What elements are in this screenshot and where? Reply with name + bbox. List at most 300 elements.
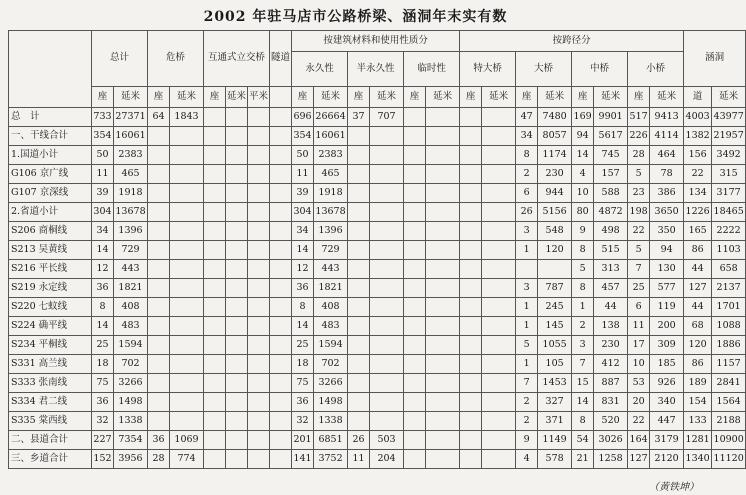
table-cell: 926 xyxy=(650,374,684,393)
table-cell xyxy=(170,412,204,431)
table-cell xyxy=(148,317,170,336)
table-cell: 2383 xyxy=(114,146,148,165)
table-cell: 1157 xyxy=(712,355,746,374)
table-cell: 16061 xyxy=(314,127,348,146)
table-cell: 8 xyxy=(92,298,114,317)
table-cell: 50 xyxy=(292,146,314,165)
table-cell: 141 xyxy=(292,450,314,469)
table-cell xyxy=(482,450,516,469)
table-cell: 44 xyxy=(684,260,712,279)
table-cell xyxy=(226,203,248,222)
table-cell xyxy=(204,355,226,374)
table-cell xyxy=(226,127,248,146)
table-cell xyxy=(426,412,460,431)
table-cell: 787 xyxy=(538,279,572,298)
table-cell: 696 xyxy=(292,108,314,127)
table-body xyxy=(9,108,746,469)
table-cell: 371 xyxy=(538,412,572,431)
row-label: G107 京深线 xyxy=(9,184,92,203)
table-cell: 39 xyxy=(292,184,314,203)
header-interchange: 互通式立交桥 xyxy=(204,31,270,87)
table-cell: 75 xyxy=(92,374,114,393)
table-cell: 327 xyxy=(538,393,572,412)
table-cell: 133 xyxy=(684,412,712,431)
table-cell: 350 xyxy=(650,222,684,241)
table-cell xyxy=(482,108,516,127)
table-cell xyxy=(248,241,270,260)
table-cell: 36 xyxy=(292,279,314,298)
table-cell xyxy=(170,374,204,393)
table-cell: 6 xyxy=(516,184,538,203)
table-row xyxy=(9,222,746,241)
table-cell xyxy=(370,146,404,165)
table-row xyxy=(9,355,746,374)
table-cell xyxy=(170,203,204,222)
table-cell xyxy=(460,203,482,222)
table-cell: 7 xyxy=(572,355,594,374)
table-row xyxy=(9,241,746,260)
table-cell: 94 xyxy=(572,127,594,146)
table-cell xyxy=(170,336,204,355)
table-cell xyxy=(426,203,460,222)
table-cell: 36 xyxy=(292,393,314,412)
table-cell xyxy=(482,146,516,165)
table-cell xyxy=(270,203,292,222)
table-cell: 7 xyxy=(516,374,538,393)
table-cell xyxy=(348,203,370,222)
header-medium: 中桥 xyxy=(572,52,628,87)
unit-length: 延米 xyxy=(650,87,684,108)
table-cell: 21 xyxy=(572,450,594,469)
table-cell xyxy=(270,165,292,184)
table-cell: 130 xyxy=(650,260,684,279)
table-cell xyxy=(460,317,482,336)
table-cell: 10900 xyxy=(712,431,746,450)
table-cell xyxy=(226,165,248,184)
table-cell: 86 xyxy=(684,355,712,374)
table-cell: 36 xyxy=(92,393,114,412)
table-cell: 1088 xyxy=(712,317,746,336)
table-cell: 9413 xyxy=(650,108,684,127)
table-cell xyxy=(170,241,204,260)
table-cell xyxy=(348,241,370,260)
table-cell: 887 xyxy=(594,374,628,393)
table-cell: 443 xyxy=(314,260,348,279)
table-cell: 2841 xyxy=(712,374,746,393)
header-temporary: 临时性 xyxy=(404,52,460,87)
table-cell: 702 xyxy=(314,355,348,374)
table-cell: 1498 xyxy=(114,393,148,412)
table-cell xyxy=(482,279,516,298)
table-cell: 4114 xyxy=(650,127,684,146)
unit-count: 座 xyxy=(460,87,482,108)
table-cell xyxy=(248,184,270,203)
table-cell xyxy=(204,222,226,241)
table-cell xyxy=(404,279,426,298)
table-cell: 7354 xyxy=(114,431,148,450)
table-cell xyxy=(460,108,482,127)
table-cell xyxy=(370,203,404,222)
table-cell: 68 xyxy=(684,317,712,336)
table-cell xyxy=(248,298,270,317)
row-label: 2.省道小计 xyxy=(9,203,92,222)
table-cell xyxy=(460,184,482,203)
table-cell xyxy=(370,260,404,279)
table-cell xyxy=(426,127,460,146)
header-total: 总计 xyxy=(92,31,148,87)
table-cell xyxy=(460,450,482,469)
table-cell xyxy=(348,298,370,317)
table-cell: 1918 xyxy=(114,184,148,203)
table-cell xyxy=(482,355,516,374)
table-cell: 517 xyxy=(628,108,650,127)
table-cell xyxy=(404,374,426,393)
table-cell xyxy=(248,260,270,279)
unit-count: 座 xyxy=(92,87,114,108)
table-cell: 18 xyxy=(292,355,314,374)
table-cell: 5 xyxy=(628,241,650,260)
table-cell xyxy=(404,355,426,374)
table-cell xyxy=(270,374,292,393)
table-cell xyxy=(348,165,370,184)
table-cell: 315 xyxy=(712,165,746,184)
table-cell xyxy=(482,184,516,203)
table-row xyxy=(9,260,746,279)
table-cell xyxy=(426,108,460,127)
table-cell xyxy=(426,222,460,241)
header-large: 大桥 xyxy=(516,52,572,87)
row-label: S216 平长线 xyxy=(9,260,92,279)
table-cell: 3266 xyxy=(314,374,348,393)
row-label: S335 棠西线 xyxy=(9,412,92,431)
header-small: 小桥 xyxy=(628,52,684,87)
table-cell xyxy=(226,279,248,298)
table-cell: 520 xyxy=(594,412,628,431)
table-cell xyxy=(404,298,426,317)
table-cell: 8 xyxy=(572,412,594,431)
table-cell: 20 xyxy=(628,393,650,412)
table-cell: 14 xyxy=(572,146,594,165)
table-cell: 2383 xyxy=(314,146,348,165)
table-row xyxy=(9,203,746,222)
table-cell xyxy=(248,317,270,336)
table-cell xyxy=(270,184,292,203)
table-cell xyxy=(226,108,248,127)
table-cell xyxy=(348,184,370,203)
table-row xyxy=(9,165,746,184)
table-cell: 6851 xyxy=(314,431,348,450)
row-label: S334 君二线 xyxy=(9,393,92,412)
table-cell xyxy=(226,336,248,355)
table-cell: 34 xyxy=(292,222,314,241)
table-cell: 733 xyxy=(92,108,114,127)
table-cell xyxy=(460,393,482,412)
table-cell xyxy=(460,336,482,355)
table-cell xyxy=(404,317,426,336)
table-cell xyxy=(482,203,516,222)
table-cell: 4 xyxy=(516,450,538,469)
table-cell: 245 xyxy=(538,298,572,317)
table-cell xyxy=(370,298,404,317)
table-cell xyxy=(426,450,460,469)
table-cell xyxy=(170,393,204,412)
table-cell: 227 xyxy=(92,431,114,450)
table-cell: 27371 xyxy=(114,108,148,127)
table-cell: 47 xyxy=(516,108,538,127)
table-cell xyxy=(148,336,170,355)
table-cell: 548 xyxy=(538,222,572,241)
table-cell: 14 xyxy=(92,317,114,336)
table-cell xyxy=(226,241,248,260)
table-cell: 12 xyxy=(292,260,314,279)
table-cell: 138 xyxy=(594,317,628,336)
table-cell: 1396 xyxy=(114,222,148,241)
row-label: G106 京广线 xyxy=(9,165,92,184)
header-permanent: 永久性 xyxy=(292,52,348,87)
header-by-span: 按跨径分 xyxy=(460,31,684,52)
table-cell: 729 xyxy=(114,241,148,260)
table-cell xyxy=(404,127,426,146)
table-cell xyxy=(482,317,516,336)
table-cell: 13678 xyxy=(314,203,348,222)
table-cell: 64 xyxy=(148,108,170,127)
table-cell xyxy=(226,146,248,165)
table-cell xyxy=(148,374,170,393)
table-cell: 457 xyxy=(594,279,628,298)
table-cell xyxy=(482,165,516,184)
table-cell: 119 xyxy=(650,298,684,317)
table-cell xyxy=(170,298,204,317)
table-cell xyxy=(170,279,204,298)
unit-length: 延米 xyxy=(482,87,516,108)
row-label: S220 七蚊线 xyxy=(9,298,92,317)
table-cell: 2 xyxy=(572,317,594,336)
table-cell: 10 xyxy=(628,355,650,374)
header-road-name xyxy=(9,31,92,108)
unit-count: 座 xyxy=(148,87,170,108)
table-cell: 3026 xyxy=(594,431,628,450)
table-row xyxy=(9,279,746,298)
table-cell: 588 xyxy=(594,184,628,203)
table-cell: 26 xyxy=(516,203,538,222)
table-cell: 9 xyxy=(572,222,594,241)
table-cell xyxy=(482,260,516,279)
table-cell: 3492 xyxy=(712,146,746,165)
table-cell xyxy=(404,222,426,241)
table-cell xyxy=(248,355,270,374)
table-cell xyxy=(404,450,426,469)
row-label: 1.国道小计 xyxy=(9,146,92,165)
table-cell: 8 xyxy=(292,298,314,317)
table-cell xyxy=(270,222,292,241)
table-cell: 1055 xyxy=(538,336,572,355)
table-cell: 8 xyxy=(572,241,594,260)
table-cell xyxy=(248,431,270,450)
table-cell xyxy=(482,222,516,241)
table-cell: 9 xyxy=(516,431,538,450)
tunnel-unit xyxy=(270,87,292,108)
table-cell xyxy=(348,412,370,431)
table-cell xyxy=(482,336,516,355)
table-cell xyxy=(270,108,292,127)
table-cell: 4003 xyxy=(684,108,712,127)
table-cell: 3752 xyxy=(314,450,348,469)
table-cell xyxy=(348,222,370,241)
table-cell: 483 xyxy=(314,317,348,336)
header-dangerous: 危桥 xyxy=(148,31,204,87)
table-cell: 80 xyxy=(572,203,594,222)
table-cell xyxy=(370,127,404,146)
table-cell: 169 xyxy=(572,108,594,127)
table-cell: 25 xyxy=(292,336,314,355)
table-cell xyxy=(482,374,516,393)
table-cell: 226 xyxy=(628,127,650,146)
table-cell: 152 xyxy=(92,450,114,469)
table-cell: 1564 xyxy=(712,393,746,412)
unit-length: 延米 xyxy=(170,87,204,108)
table-cell: 658 xyxy=(712,260,746,279)
table-cell: 408 xyxy=(314,298,348,317)
table-cell: 1 xyxy=(516,355,538,374)
table-cell: 386 xyxy=(650,184,684,203)
table-row xyxy=(9,450,746,469)
table-cell xyxy=(426,146,460,165)
table-cell: 198 xyxy=(628,203,650,222)
table-cell: 6 xyxy=(628,298,650,317)
table-cell: 75 xyxy=(292,374,314,393)
table-cell xyxy=(404,241,426,260)
table-cell: 2 xyxy=(516,165,538,184)
table-cell xyxy=(226,374,248,393)
table-cell: 44 xyxy=(684,298,712,317)
table-row xyxy=(9,317,746,336)
table-cell: 18465 xyxy=(712,203,746,222)
table-cell xyxy=(170,165,204,184)
table-cell xyxy=(426,241,460,260)
header-semi-permanent: 半永久性 xyxy=(348,52,404,87)
row-label: S206 商桐线 xyxy=(9,222,92,241)
table-cell: 127 xyxy=(684,279,712,298)
table-cell: 498 xyxy=(594,222,628,241)
table-cell xyxy=(404,108,426,127)
table-row xyxy=(9,146,746,165)
table-cell xyxy=(248,127,270,146)
table-cell: 1498 xyxy=(314,393,348,412)
table-cell: 309 xyxy=(650,336,684,355)
table-cell: 1594 xyxy=(314,336,348,355)
table-cell: 412 xyxy=(594,355,628,374)
table-cell: 483 xyxy=(114,317,148,336)
table-cell: 13678 xyxy=(114,203,148,222)
unit-sqm: 平米 xyxy=(248,87,270,108)
table-cell: 577 xyxy=(650,279,684,298)
table-cell: 1 xyxy=(572,298,594,317)
table-cell xyxy=(204,127,226,146)
table-cell xyxy=(482,298,516,317)
table-cell xyxy=(460,241,482,260)
table-cell xyxy=(482,127,516,146)
unit-length: 延米 xyxy=(712,87,746,108)
row-label: 一、干线合计 xyxy=(9,127,92,146)
table-cell xyxy=(148,298,170,317)
header-tunnel: 隧道 xyxy=(270,31,292,87)
table-cell xyxy=(426,431,460,450)
table-cell xyxy=(348,393,370,412)
table-cell: 1453 xyxy=(538,374,572,393)
table-cell xyxy=(426,355,460,374)
table-cell xyxy=(204,298,226,317)
table-cell xyxy=(204,146,226,165)
table-cell xyxy=(348,355,370,374)
table-cell: 774 xyxy=(170,450,204,469)
table-cell: 1226 xyxy=(684,203,712,222)
table-cell: 32 xyxy=(92,412,114,431)
table-cell xyxy=(148,260,170,279)
table-cell: 86 xyxy=(684,241,712,260)
table-cell xyxy=(482,431,516,450)
table-cell xyxy=(204,184,226,203)
table-cell xyxy=(148,184,170,203)
table-cell: 5 xyxy=(628,165,650,184)
table-cell: 105 xyxy=(538,355,572,374)
table-cell: 14 xyxy=(292,241,314,260)
row-label: S219 永定线 xyxy=(9,279,92,298)
table-cell xyxy=(460,298,482,317)
table-cell xyxy=(248,279,270,298)
header-extra-large: 特大桥 xyxy=(460,52,516,87)
table-cell: 1396 xyxy=(314,222,348,241)
table-row xyxy=(9,298,746,317)
table-cell xyxy=(248,374,270,393)
page-title: 2002 年驻马店市公路桥梁、涵洞年末实有数 xyxy=(203,9,508,25)
table-cell xyxy=(370,317,404,336)
table-cell: 3266 xyxy=(114,374,148,393)
table-cell: 11120 xyxy=(712,450,746,469)
table-cell: 10 xyxy=(572,184,594,203)
table-cell xyxy=(170,355,204,374)
table-cell: 204 xyxy=(370,450,404,469)
table-cell: 831 xyxy=(594,393,628,412)
table-cell xyxy=(170,222,204,241)
table-cell xyxy=(370,279,404,298)
table-cell: 11 xyxy=(628,317,650,336)
table-cell xyxy=(370,355,404,374)
table-cell xyxy=(270,393,292,412)
table-cell xyxy=(370,412,404,431)
table-cell xyxy=(482,241,516,260)
unit-count: 座 xyxy=(348,87,370,108)
table-cell: 94 xyxy=(650,241,684,260)
table-cell: 5156 xyxy=(538,203,572,222)
table-cell xyxy=(170,127,204,146)
table-cell: 2222 xyxy=(712,222,746,241)
row-label: S213 吴黄线 xyxy=(9,241,92,260)
table-cell: 1701 xyxy=(712,298,746,317)
table-cell: 15 xyxy=(572,374,594,393)
table-cell xyxy=(426,165,460,184)
table-cell: 8 xyxy=(516,146,538,165)
table-cell xyxy=(148,412,170,431)
unit-length: 延米 xyxy=(594,87,628,108)
table-cell: 43977 xyxy=(712,108,746,127)
table-cell: 11 xyxy=(348,450,370,469)
table-header xyxy=(9,31,746,108)
unit-length: 延米 xyxy=(226,87,248,108)
table-cell xyxy=(348,317,370,336)
table-cell: 2137 xyxy=(712,279,746,298)
table-cell: 578 xyxy=(538,450,572,469)
table-cell xyxy=(248,165,270,184)
